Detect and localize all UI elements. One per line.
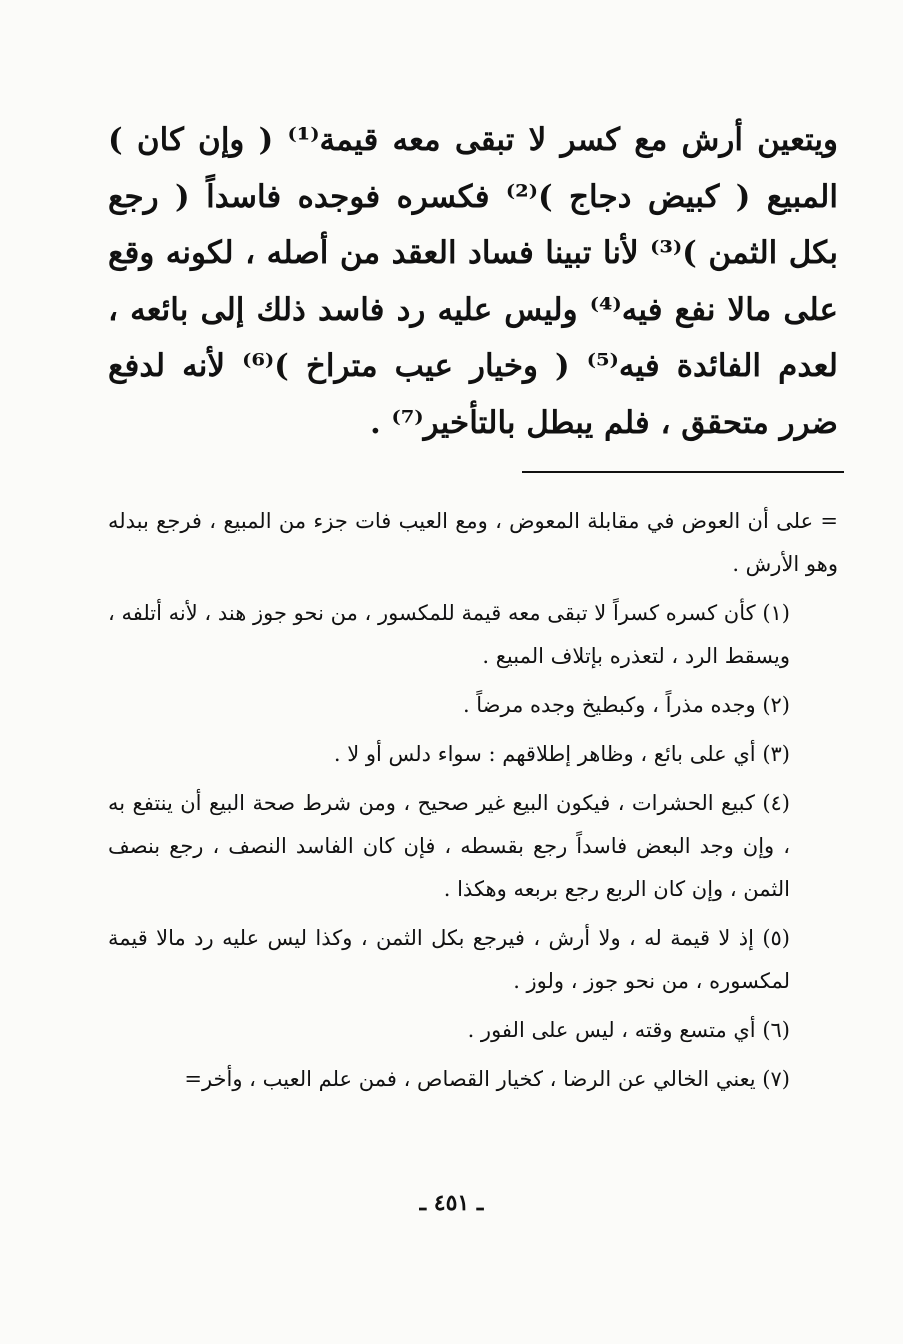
main-text: ويتعين أرش مع كسر لا تبقى معه قيمة⁽¹⁾ ( وإن كان ) المبيع ( كبيض دجاج )⁽²⁾ فكسره فوجده فاسداً ( رجع بكل الثمن )⁽³⁾ لأنا تبينا فساد العقد من أصله ، لكونه وقع على مالا نفع فيه⁽⁴⁾ وليس عليه رد فاسد ذلك إلى بائعه ، لعدم الفائدة فيه⁽⁵⁾ ( وخيار عيب متراخ )⁽⁶⁾ لأنه لدفع ضرر متحقق ، فلم يبطل بالتأخير⁽⁷⁾ . xyxy=(108,122,839,441)
footnote-7: (٧) يعني الخالي عن الرضا ، كخيار القصاص ، فمن علم العيب ، وأخر= xyxy=(184,1067,790,1091)
footnote-2: (٢) وجده مذراً ، وكبطيخ وجده مرضاً . xyxy=(462,693,790,717)
footnote-4: (٤) كبيع الحشرات ، فيكون البيع غير صحيح ، ومن شرط صحة البيع أن ينتفع به ، وإن وجد البعض فاسداً رجع بقسطه ، فإن كان الفاسد النصف ، رجع بنصف الثمن ، وإن كان الربع رجع بربعه وهكذا . xyxy=(108,791,790,901)
footnote-5: (٥) إذ لا قيمة له ، ولا أرش ، فيرجع بكل الثمن ، وكذا ليس عليه رد مالا قيمة لمكسوره ، من نحو جوز ، ولوز . xyxy=(108,926,790,993)
footnote-1: (١) كأن كسره كسراً لا تبقى معه قيمة للمكسور ، من نحو جوز هند ، لأنه أتلفه ، ويسقط الرد ، لتعذره بإتلاف المبيع . xyxy=(108,601,790,668)
footnote-continuation: = على أن العوض في مقابلة المعوض ، ومع العيب فات جزء من المبيع ، فرجع ببدله وهو الأرش . xyxy=(108,509,838,576)
footnote-divider xyxy=(522,471,844,473)
page-number: ـ ٤٥١ ـ xyxy=(419,1190,484,1216)
footnote-6: (٦) أي متسع وقته ، ليس على الفور . xyxy=(467,1018,790,1042)
footnote-3: (٣) أي على بائع ، وظاهر إطلاقهم : سواء دلس أو لا . xyxy=(333,742,790,766)
footnotes xyxy=(108,500,838,1107)
